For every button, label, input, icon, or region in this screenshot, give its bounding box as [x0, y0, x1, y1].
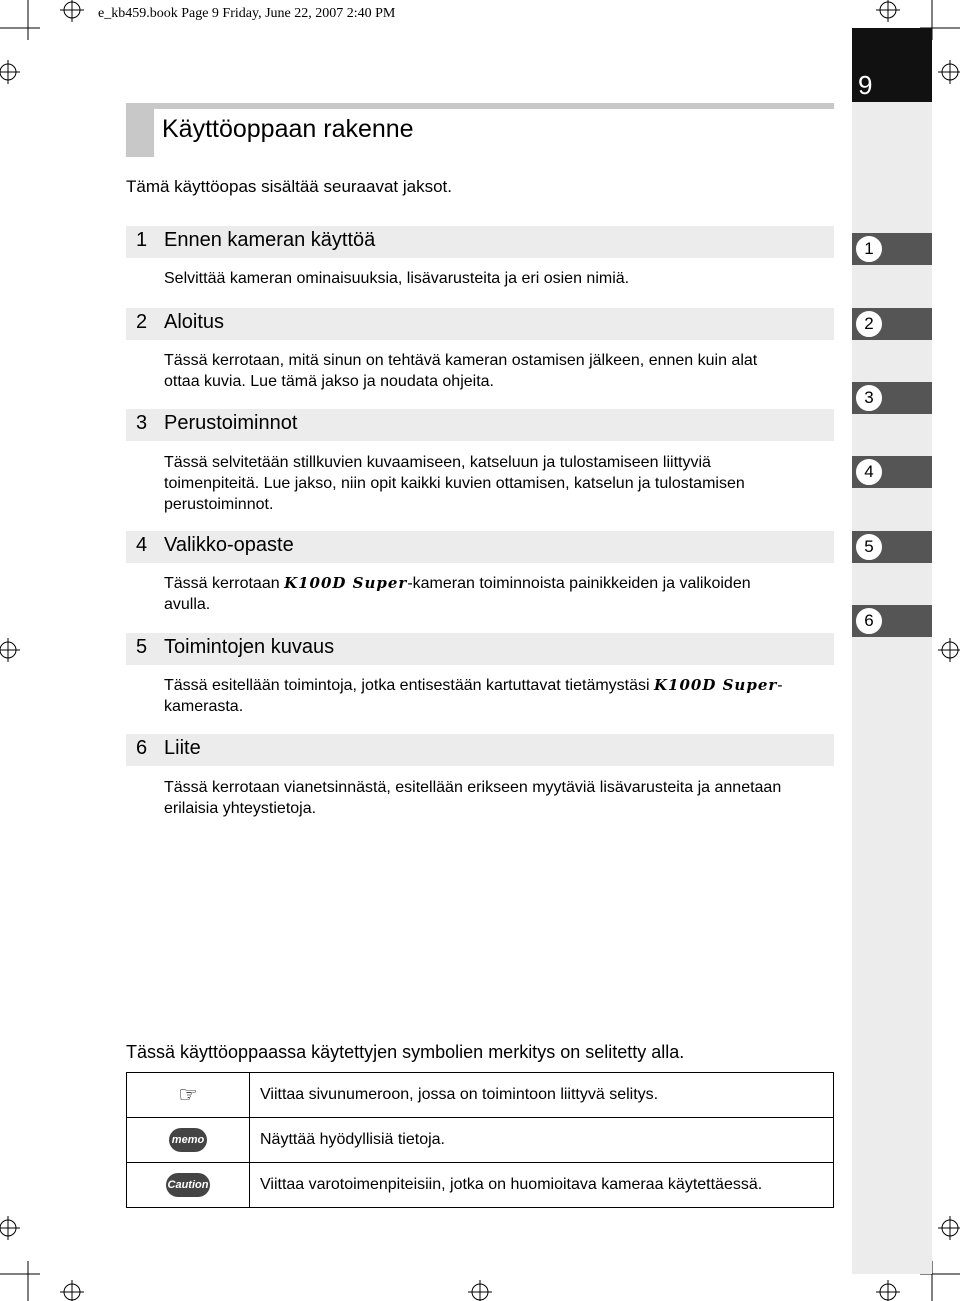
chapter-tab-4[interactable] [852, 456, 932, 488]
section-title: Liite [164, 737, 201, 759]
symbol-description: Viittaa sivunumeroon, jossa on toimintoon liittyvä selitys. [250, 1073, 834, 1118]
description-text: Tässä kerrotaan [164, 575, 285, 592]
crosshair-mark-icon [60, 1280, 84, 1301]
caution-icon: Caution [166, 1173, 210, 1197]
crosshair-mark-icon [60, 0, 84, 22]
section-title: Valikko-opaste [164, 534, 294, 556]
section-number: 3 [136, 412, 148, 434]
section-heading-2 [136, 311, 224, 334]
symbol-description: Viittaa varotoimenpiteisiin, jotka on huomioitava kameraa käytettäessä. [250, 1163, 834, 1208]
crosshair-mark-icon [876, 0, 900, 22]
chapter-tab-1[interactable] [852, 233, 932, 265]
section-bar [126, 308, 834, 340]
chapter-tab-6[interactable] [852, 605, 932, 637]
intro-text: Tämä käyttöopas sisältää seuraavat jaksot. [126, 177, 452, 196]
description-text: -kamerasta. [164, 677, 783, 715]
crosshair-mark-icon [0, 60, 20, 84]
table-row [127, 1118, 834, 1163]
section-number: 2 [136, 311, 148, 333]
section-heading-3 [136, 412, 297, 435]
section-number: 1 [136, 229, 148, 251]
chapter-tab-3[interactable] [852, 382, 932, 414]
section-number: 5 [136, 636, 148, 658]
chapter-tab-2[interactable] [852, 308, 932, 340]
section-number: 6 [136, 737, 148, 759]
description-text: -kameran toiminnoista painikkeiden ja valikoiden avulla. [164, 575, 751, 613]
section-description: Tässä kerrotaan vianetsinnästä, esitellään erikseen myytäviä lisävarusteita ja annetaan erilaisia yhteystietoja. [164, 779, 782, 817]
chapter-tab-label: 6 [854, 606, 884, 636]
section-description: Tässä selvitetään stillkuvien kuvaamiseen, katseluun ja tulostamiseen liittyviä toimenpiteitä. Lue jakso, niin opit kaikki kuvien ottamisen, katselun ja tulostamisen perustoiminnot. [164, 454, 745, 513]
symbols-table [126, 1072, 834, 1208]
symbol-cell [127, 1118, 250, 1163]
crosshair-mark-icon [938, 638, 960, 662]
crosshair-mark-icon [0, 638, 20, 662]
pointing-hand-icon: ☞ [178, 1082, 198, 1107]
section-description: Selvittää kameran ominaisuuksia, lisävarusteita ja eri osien nimiä. [164, 270, 630, 287]
chapter-tab-label: 2 [854, 309, 884, 339]
title-rule [126, 103, 834, 109]
table-row [127, 1163, 834, 1208]
page-title: Käyttöoppaan rakenne [162, 115, 414, 143]
crosshair-mark-icon [0, 1216, 20, 1240]
page-number-box [852, 28, 932, 102]
section-title: Aloitus [164, 311, 225, 333]
description-text: Tässä esitellään toimintoja, jotka entisestään kartuttavat tietämystäsi [164, 677, 655, 694]
section-heading-6 [136, 737, 201, 760]
camera-model-logo: K100D Super [654, 676, 778, 694]
chapter-tab-5[interactable] [852, 531, 932, 563]
section-description [164, 675, 784, 717]
symbol-description: Näyttää hyödyllisiä tietoja. [250, 1118, 834, 1163]
section-heading-1 [136, 229, 375, 252]
section-title: Toimintojen kuvaus [164, 636, 335, 658]
section-number: 4 [136, 534, 148, 556]
section-title: Perustoiminnot [164, 412, 298, 434]
symbols-intro: Tässä käyttöoppaassa käytettyjen symbolien merkitys on selitetty alla. [126, 1042, 685, 1062]
crosshair-mark-icon [876, 1280, 900, 1301]
page-number: 9 [858, 70, 873, 100]
section-bar [126, 734, 834, 766]
crosshair-mark-icon [468, 1280, 492, 1301]
chapter-tab-label: 5 [854, 532, 884, 562]
symbol-cell [127, 1073, 250, 1118]
section-heading-4 [136, 534, 294, 557]
crosshair-mark-icon [938, 1216, 960, 1240]
section-title: Ennen kameran käyttöä [164, 229, 376, 251]
chapter-tab-label: 1 [854, 234, 884, 264]
symbol-cell [127, 1163, 250, 1208]
book-header-line: e_kb459.book Page 9 Friday, June 22, 2007 2:40 PM [98, 6, 396, 21]
camera-model-logo: K100D Super [284, 574, 408, 592]
section-description [164, 573, 784, 615]
chapter-tab-label: 3 [854, 383, 884, 413]
chapter-tab-label: 4 [854, 457, 884, 487]
section-description: Tässä kerrotaan, mitä sinun on tehtävä kameran ostamisen jälkeen, ennen kuin alat ottaa kuvia. Lue tämä jakso ja noudata ohjeita. [164, 352, 758, 390]
title-accent-block [126, 103, 154, 157]
memo-icon: memo [169, 1128, 207, 1152]
section-heading-5 [136, 636, 334, 659]
table-row [127, 1073, 834, 1118]
chapter-side-strip [852, 28, 932, 1274]
crosshair-mark-icon [938, 60, 960, 84]
